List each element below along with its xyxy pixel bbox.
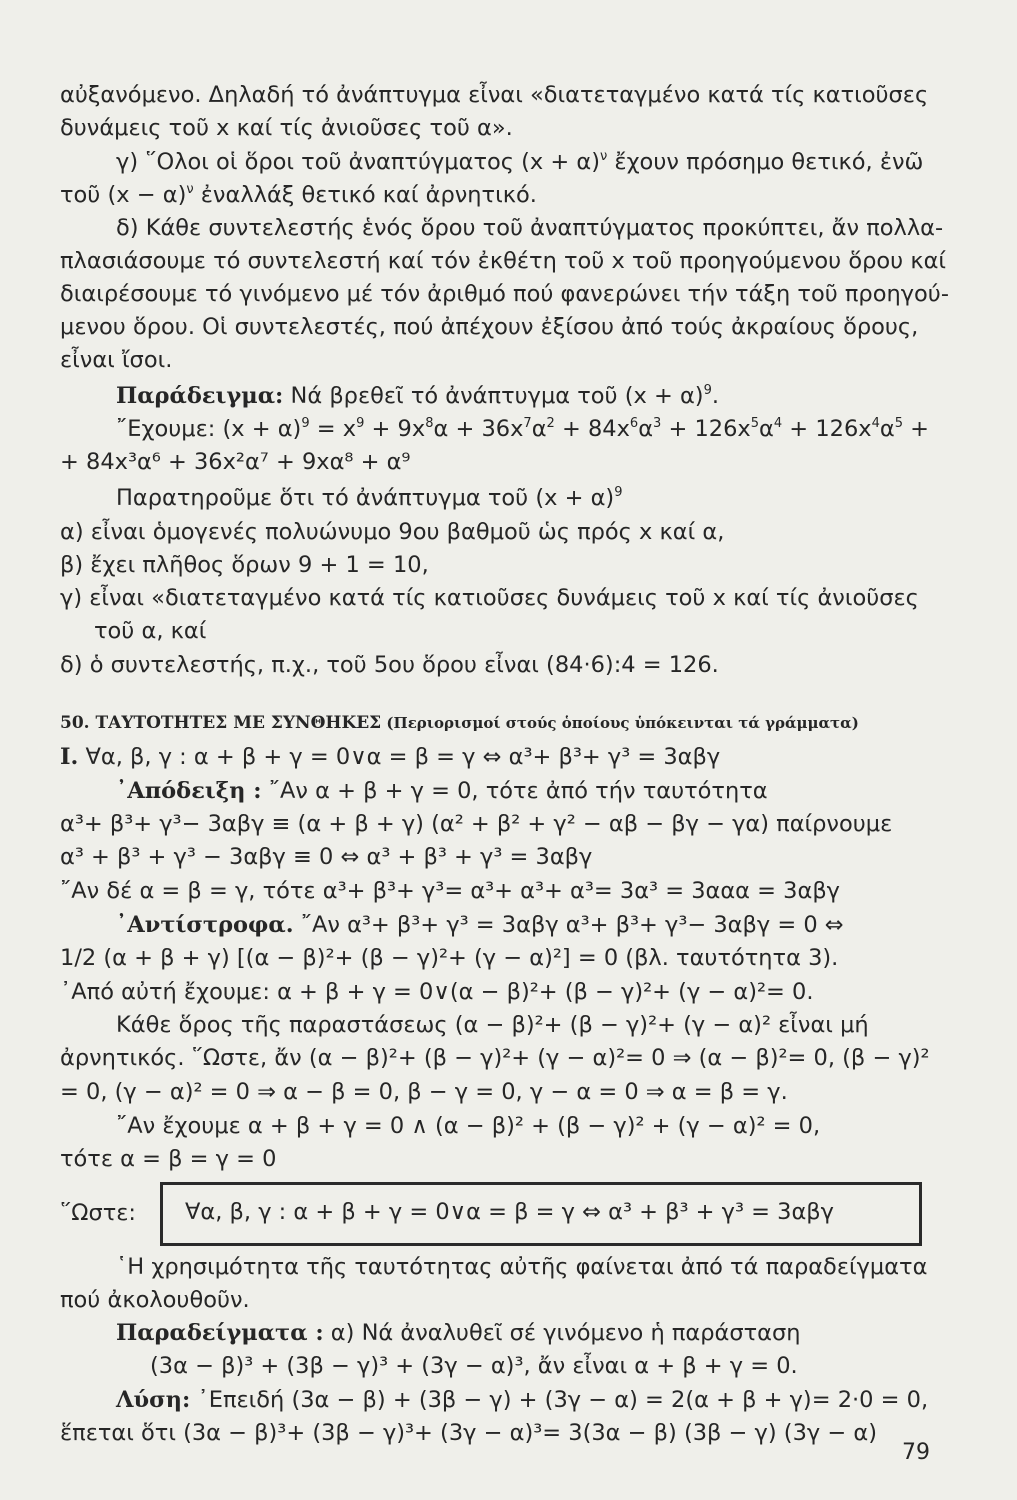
page-number: 79 [902, 1440, 930, 1465]
text-line [116, 147, 923, 177]
text-line [60, 180, 537, 210]
text-line [116, 381, 719, 411]
roman-numeral: I. [60, 744, 79, 770]
text-line: = 0, (γ − α)² = 0 ⇒ α − β = 0, β − γ = 0, γ − α = 0 ⇒ α = β = γ. [60, 1079, 788, 1105]
exponent: ν [599, 149, 608, 164]
conclusion-label: ῞Ωστε: [60, 1200, 136, 1226]
text-line: πλασιάσουμε τό συντελεστή καί τόν ἐκθέτη τοῦ x τοῦ προηγούμενου ὅρου καί [60, 248, 947, 274]
text-line: δυνάμεις τοῦ x καί τίς ἀνιοῦσες τοῦ α». [60, 115, 513, 141]
text-span: τοῦ (x − α) [60, 182, 187, 208]
text-line: διαιρέσουμε τό γινόμενο μέ τόν ἀριθμό πού φανερώνει τήν τάξη τοῦ προηγού- [60, 281, 949, 307]
section-heading [60, 706, 859, 738]
text-span: ῎Εχουμε: [116, 416, 223, 442]
text-line: Κάθε ὅρος τῆς παραστάσεως (α − β)²+ (β − γ)²+ (γ − α)² εἶναι μή [116, 1012, 869, 1038]
text-line: ἀρνητικός. ῞Ωστε, ἄν (α − β)²+ (β − γ)²+ (γ − α)²= 0 ⇒ (α − β)²= 0, (β − γ)² [60, 1045, 930, 1071]
exponent: ν [186, 182, 194, 197]
identity-statement [60, 742, 720, 772]
text-line: (3α − β)³ + (3β − γ)³ + (3γ − α)³, ἄν εἶναι α + β + γ = 0. [150, 1353, 798, 1379]
text-span: ῎Αν α + β + γ = 0, τότε ἀπό τήν ταυτότητα [261, 778, 768, 804]
text-line: ῎Αν ἔχουμε α + β + γ = 0 ∧ (α − β)² + (β − γ)² + (γ − α)² = 0, [116, 1113, 821, 1139]
text-span: Παρατηροῦμε ὅτι τό ἀνάπτυγμα τοῦ (x + α) [116, 485, 615, 511]
text-line: εἶναι ἴσοι. [60, 347, 173, 373]
section-title: ΤΑΥΤΟΤΗΤΕΣ ΜΕ ΣΥΝΘΗΚΕΣ [89, 713, 382, 733]
text-line: α³+ β³+ γ³− 3αβγ ≡ (α + β + γ) (α² + β² + γ² − αβ − βγ − γα) παίρνουμε [60, 811, 893, 837]
text-span: ῎Αν α³+ β³+ γ³ = 3αβγ α³+ β³+ γ³− 3αβγ = 0 ⇔ [293, 912, 844, 938]
text-line: μενου ὅρου. Οἱ συντελεστές, πού ἀπέχουν ἐξίσου ἀπό τούς ἀκραίους ὅρους, [60, 314, 919, 340]
text-line [116, 1318, 801, 1348]
text-span: . [711, 383, 720, 409]
text-line: αὐξανόμενο. Δηλαδή τό ἀνάπτυγμα εἶναι «διατεταγμένο κατά τίς κατιοῦσες [60, 82, 929, 108]
text-line: α³ + β³ + γ³ − 3αβγ ≡ 0 ⇔ α³ + β³ + γ³ = 3αβγ [60, 844, 593, 870]
text-line [116, 776, 768, 806]
text-line: + 84x³α⁶ + 36x²α⁷ + 9xα⁸ + α⁹ [60, 449, 411, 475]
converse-label: ᾿Αντίστροφα. [116, 912, 294, 938]
solution-label: Λύση: [116, 1387, 191, 1413]
list-item: δ) ὁ συντελεστής, π.χ., τοῦ 5ου ὅρου εἶναι (84·6):4 = 126. [60, 652, 719, 678]
text-span: ἐναλλάξ θετικό καί ἀρνητικό. [193, 182, 537, 208]
text-span: ᾿Επειδή (3α − β) + (3β − γ) + (3γ − α) = 2(α + β + γ)= 2·0 = 0, [190, 1387, 929, 1413]
text-span: ἔχουν πρόσημο θετικό, ἐνῶ [607, 149, 924, 175]
text-span: Νά βρεθεῖ τό ἀνάπτυγμα τοῦ (x + α) [283, 383, 704, 409]
text-span: ∀α, β, γ : α + β + γ = 0∨α = β = γ ⇔ α³+ β³+ γ³ = 3αβγ [78, 744, 721, 770]
text-line [116, 483, 623, 513]
examples-label: Παραδείγματα : [116, 1320, 324, 1346]
section-number: 50. [60, 713, 90, 733]
exponent: 9 [703, 383, 712, 398]
text-line [116, 414, 929, 444]
text-line: 1/2 (α + β + γ) [(α − β)²+ (β − γ)²+ (γ − α)²] = 0 (βλ. ταυτότητα 3). [60, 945, 839, 971]
text-span: α) Νά ἀναλυθεῖ σέ γινόμενο ἡ παράσταση [323, 1320, 801, 1346]
proof-label: ᾿Απόδειξη : [116, 778, 262, 804]
section-subtitle: (Περιορισμοί στούς ὁποίους ὑπόκεινται τά γράμματα) [381, 714, 859, 732]
text-line [116, 1385, 928, 1415]
text-line: δ) Κάθε συντελεστής ἑνός ὅρου τοῦ ἀναπτύγματος προκύπτει, ἄν πολλα- [116, 215, 944, 241]
boxed-identity [160, 1182, 922, 1246]
text-line: ῎Αν δέ α = β = γ, τότε α³+ β³+ γ³= α³+ α³+ α³= 3α³ = 3ααα = 3αβγ [60, 878, 840, 904]
list-item: γ) εἶναι «διατεταγμένο κατά τίς κατιοῦσες δυνάμεις τοῦ x καί τίς ἀνιοῦσες [60, 585, 919, 611]
exponent: 9 [614, 485, 623, 500]
boxed-identity-text: ∀α, β, γ : α + β + γ = 0∨α = β = γ ⇔ α³ + β³ + γ³ = 3αβγ [185, 1199, 834, 1225]
text-line: πού ἀκολουθοῦν. [60, 1287, 250, 1313]
text-line: τότε α = β = γ = 0 [60, 1146, 277, 1172]
text-line: ῾Η χρησιμότητα τῆς ταυτότητας αὐτῆς φαίνεται ἀπό τά παραδείγματα [116, 1254, 928, 1280]
text-line: ἕπεται ὅτι (3α − β)³+ (3β − γ)³+ (3γ − α)³= 3(3α − β) (3β − γ) (3γ − α) [60, 1420, 877, 1446]
text-span: γ) ῞Ολοι οἱ ὅροι τοῦ ἀναπτύγματος (x + α) [116, 149, 600, 175]
binomial-expansion: $(x + \alpha)^9 = x^9 + 9x^8\alpha + 36x^7\alpha^2 + 84x^6\alpha^3 + 126x^5\alpha^4 + 126x^4\alpha^5$ + [222, 416, 929, 442]
list-item: τοῦ α, καί [94, 618, 207, 644]
example-label: Παράδειγμα: [116, 383, 284, 409]
list-item: β) ἔχει πλῆθος ὅρων 9 + 1 = 10, [60, 552, 429, 578]
text-line: ᾿Από αὐτή ἔχουμε: α + β + γ = 0∨(α − β)²+ (β − γ)²+ (γ − α)²= 0. [60, 979, 814, 1005]
list-item: α) εἶναι ὁμογενές πολυώνυμο 9ου βαθμοῦ ὡς πρός x καί α, [60, 519, 725, 545]
text-line [116, 910, 844, 940]
